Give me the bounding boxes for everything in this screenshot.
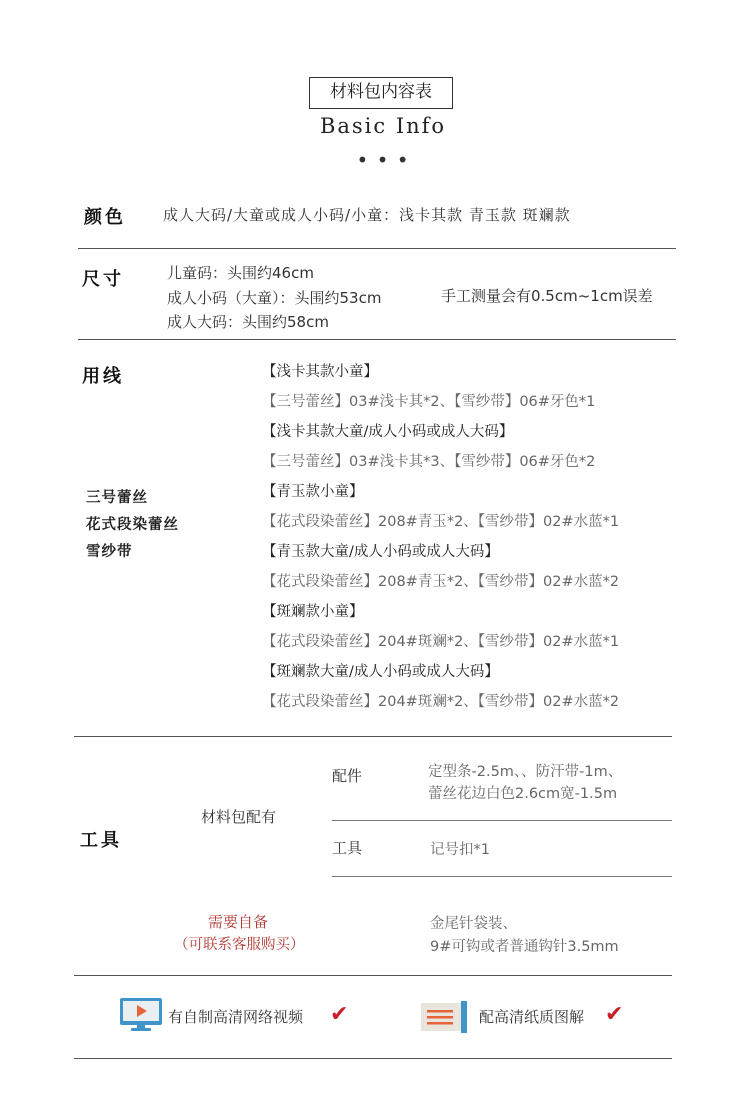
accessories-label: 配件 bbox=[332, 767, 363, 785]
thread-item-title: 【斑斓款小童】 bbox=[262, 604, 364, 620]
self-prepare-note: （可联系客服购买） bbox=[174, 937, 305, 953]
checkmark-icon: ✔ bbox=[330, 1002, 349, 1027]
size-line-adult-small: 成人小码（大童）：头围约53cm bbox=[167, 289, 382, 307]
video-play-icon bbox=[119, 997, 163, 1032]
divider bbox=[74, 1058, 672, 1059]
checkmark-icon: ✔ bbox=[605, 1002, 624, 1027]
self-prepare-label: 需要自备 bbox=[208, 913, 269, 931]
tools-sub-label: 工具 bbox=[332, 839, 363, 857]
thread-item-title: 【青玉款小童】 bbox=[262, 484, 364, 500]
self-prepare-line: 金尾针袋装、 bbox=[430, 916, 517, 932]
divider bbox=[74, 736, 672, 737]
divider bbox=[74, 975, 672, 976]
self-prepare-line: 9#可钩或者普通钩针3.5mm bbox=[430, 939, 619, 955]
tools-value: 记号扣*1 bbox=[430, 842, 490, 858]
thread-item-detail: 【花式段染蕾丝】204#斑斓*2、【雪纱带】02#水蓝*2 bbox=[262, 694, 620, 710]
page-subtitle: Basic Info bbox=[319, 114, 447, 138]
document-icon bbox=[420, 1000, 468, 1033]
tools-label: 工具 bbox=[80, 830, 122, 851]
thread-item-title: 【浅卡其款小童】 bbox=[262, 364, 378, 380]
color-options: 成人大码/大童或成人小码/小童：浅卡其款 青玉款 斑斓款 bbox=[163, 206, 571, 224]
accessories-line: 蕾丝花边白色2.6cm宽-1.5m bbox=[428, 786, 618, 802]
thread-item-detail: 【花式段染蕾丝】208#青玉*2、【雪纱带】02#水蓝*2 bbox=[262, 574, 620, 590]
thread-item-detail: 【花式段染蕾丝】208#青玉*2、【雪纱带】02#水蓝*1 bbox=[262, 514, 620, 530]
thread-type: 雪纱带 bbox=[86, 544, 133, 560]
divider bbox=[78, 339, 676, 340]
divider bbox=[332, 820, 672, 821]
thread-item-title: 【青玉款大童/成人小码或成人大码】 bbox=[262, 544, 499, 560]
divider bbox=[78, 248, 676, 249]
size-label: 尺寸 bbox=[82, 269, 124, 290]
divider bbox=[332, 876, 672, 877]
page-title: 材料包内容表 bbox=[309, 77, 453, 109]
size-note: 手工测量会有0.5cm~1cm误差 bbox=[441, 287, 653, 305]
thread-item-title: 【斑斓款大童/成人小码或成人大码】 bbox=[262, 664, 499, 680]
size-line-child: 儿童码：头围约46cm bbox=[167, 264, 314, 282]
thread-item-detail: 【花式段染蕾丝】204#斑斓*2、【雪纱带】02#水蓝*1 bbox=[262, 634, 620, 650]
thread-label: 用线 bbox=[82, 366, 124, 387]
kit-includes-label: 材料包配有 bbox=[201, 808, 277, 826]
paper-feature-text: 配高清纸质图解 bbox=[479, 1008, 585, 1026]
thread-item-title: 【浅卡其款大童/成人小码或成人大码】 bbox=[262, 424, 514, 440]
thread-item-detail: 【三号蕾丝】03#浅卡其*3、【雪纱带】06#牙色*2 bbox=[262, 454, 596, 470]
size-line-adult-large: 成人大码：头围约58cm bbox=[167, 313, 329, 331]
color-label: 颜色 bbox=[84, 207, 126, 228]
decorative-dots: • • • bbox=[356, 148, 410, 172]
accessories-line: 定型条-2.5m、、防汗带-1m、 bbox=[428, 764, 623, 780]
thread-type: 花式段染蕾丝 bbox=[86, 517, 179, 533]
video-feature-text: 有自制高清网络视频 bbox=[168, 1008, 304, 1026]
thread-item-detail: 【三号蕾丝】03#浅卡其*2、【雪纱带】06#牙色*1 bbox=[262, 394, 596, 410]
thread-type: 三号蕾丝 bbox=[86, 490, 148, 506]
